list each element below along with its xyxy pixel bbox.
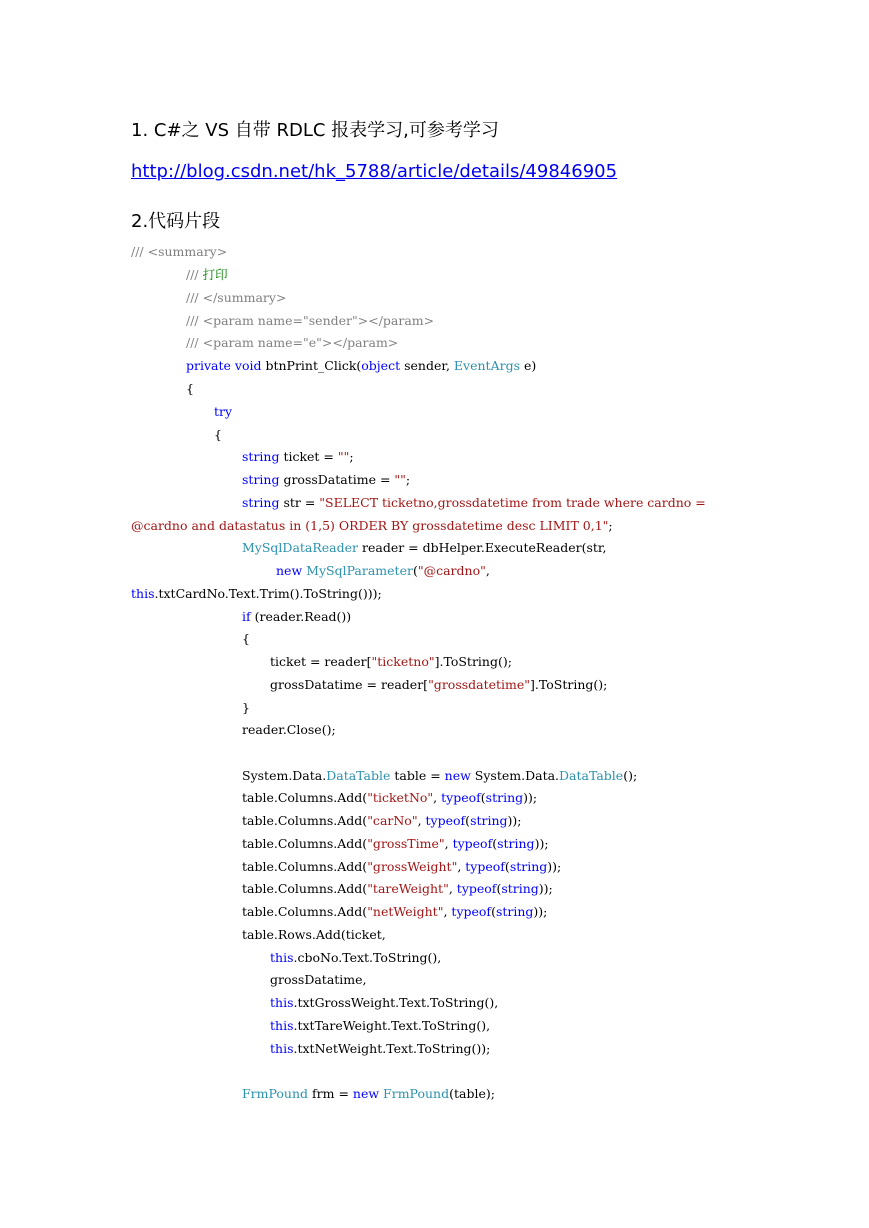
code-line: FrmPound frm = new FrmPound(table); bbox=[242, 1086, 495, 1101]
code-line: this.cboNo.Text.ToString(), bbox=[270, 950, 442, 965]
code-line: ticket = reader["ticketno"].ToString(); bbox=[270, 654, 512, 669]
code-line: string grossDatatime = ""; bbox=[242, 472, 411, 487]
code-line: MySqlDataReader reader = dbHelper.ExecuteReader(str, bbox=[242, 540, 607, 555]
code-line: @cardno and datastatus in (1,5) ORDER BY grossdatetime desc LIMIT 0,1"; bbox=[131, 518, 613, 533]
code-line: this.txtTareWeight.Text.ToString(), bbox=[270, 1018, 491, 1033]
code-line: table.Columns.Add("tareWeight", typeof(string)); bbox=[242, 881, 553, 896]
code-line: /// <summary> bbox=[131, 244, 228, 259]
reference-link[interactable]: http://blog.csdn.net/hk_5788/article/details/49846905 bbox=[131, 161, 618, 182]
code-line: if (reader.Read()) bbox=[242, 609, 352, 624]
code-line: grossDatatime = reader["grossdatetime"].ToString(); bbox=[270, 677, 608, 692]
code-line: reader.Close(); bbox=[242, 722, 336, 737]
code-line: /// 打印 bbox=[186, 267, 228, 282]
code-line: private void btnPrint_Click(object sender, EventArgs e) bbox=[186, 358, 537, 373]
code-line: { bbox=[242, 631, 250, 646]
code-line: string ticket = ""; bbox=[242, 449, 354, 464]
code-line: table.Rows.Add(ticket, bbox=[242, 927, 386, 942]
code-line: this.txtCardNo.Text.Trim().ToString())); bbox=[131, 586, 382, 601]
code-line: { bbox=[186, 381, 194, 396]
code-line: /// <param name="sender"></param> bbox=[186, 313, 435, 328]
code-line: table.Columns.Add("carNo", typeof(string)); bbox=[242, 813, 522, 828]
code-line: this.txtNetWeight.Text.ToString()); bbox=[270, 1041, 491, 1056]
code-line: System.Data.DataTable table = new System.Data.DataTable(); bbox=[242, 768, 638, 783]
code-line: table.Columns.Add("grossTime", typeof(string)); bbox=[242, 836, 549, 851]
code-line: grossDatatime, bbox=[270, 972, 367, 987]
section-heading-2: 2.代码片段 bbox=[131, 211, 221, 232]
code-line: table.Columns.Add("netWeight", typeof(string)); bbox=[242, 904, 548, 919]
code-line: table.Columns.Add("grossWeight", typeof(string)); bbox=[242, 859, 562, 874]
section-heading-1: 1. C#之 VS 自带 RDLC 报表学习,可参考学习 bbox=[131, 120, 499, 141]
code-line: table.Columns.Add("ticketNo", typeof(string)); bbox=[242, 790, 538, 805]
code-line: this.txtGrossWeight.Text.ToString(), bbox=[270, 995, 499, 1010]
code-line: } bbox=[242, 700, 250, 715]
code-line: /// <param name="e"></param> bbox=[186, 335, 399, 350]
code-line: try bbox=[214, 404, 233, 419]
code-line: { bbox=[214, 427, 222, 442]
code-line: /// </summary> bbox=[186, 290, 287, 305]
code-line: string str = "SELECT ticketno,grossdatetime from trade where cardno = bbox=[242, 495, 706, 510]
code-line: new MySqlParameter("@cardno", bbox=[276, 563, 490, 578]
